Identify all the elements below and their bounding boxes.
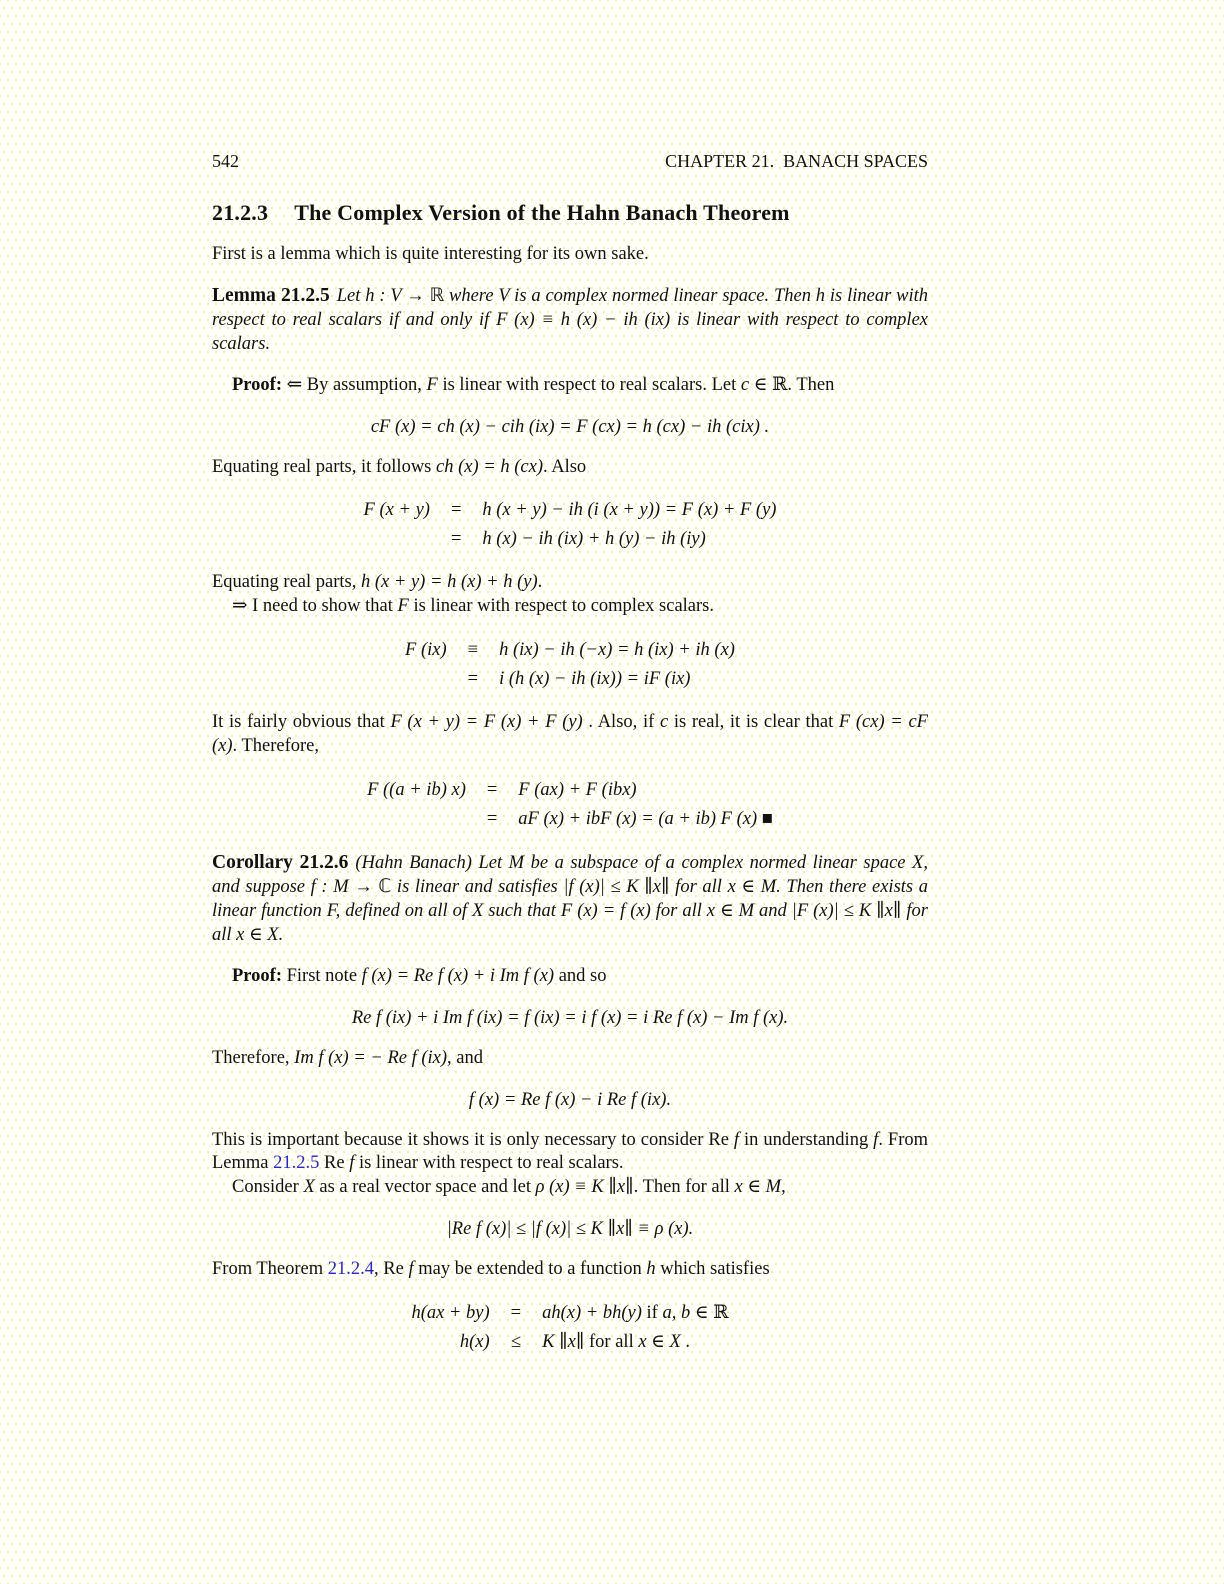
math-run: ρ (x) ≡ K ∥x∥ <box>535 1177 634 1198</box>
text-run: = <box>486 809 498 830</box>
text-run: may be extended to a function <box>413 1259 647 1280</box>
display-equation <box>212 1217 928 1241</box>
text-run: ⇐ By assumption, <box>286 374 427 395</box>
equation-rhs <box>482 496 776 525</box>
text-run: ≡ <box>467 640 479 661</box>
aligned-equations <box>411 1299 728 1357</box>
math-run: f <box>408 1259 414 1280</box>
display-equation <box>212 1088 928 1112</box>
text-run: is real, it is clear that <box>668 712 839 733</box>
math-run: ch (x) = h (cx) <box>436 456 543 477</box>
equation-rhs <box>499 636 735 665</box>
page-content <box>212 200 928 1374</box>
paragraph <box>212 965 928 989</box>
paragraph <box>212 1047 928 1071</box>
math-run: F (ax) + F (ibx) <box>518 780 637 801</box>
chapter-header: CHAPTER 21. BANACH SPACES <box>665 151 928 171</box>
text-run: ∈ ℝ. Then <box>749 374 835 395</box>
aligned-equations <box>364 496 777 554</box>
equation-rel <box>447 636 499 665</box>
text-run: = <box>486 780 498 801</box>
text-run: First note <box>286 965 362 986</box>
math-run: c <box>740 374 750 395</box>
equation-lhs <box>405 636 447 665</box>
text-run: . Then for all <box>633 1177 735 1198</box>
math-run: f <box>873 1129 879 1150</box>
math-run: c <box>659 712 669 733</box>
equation-rel <box>466 805 518 834</box>
equation-rhs <box>542 1299 728 1328</box>
text-run: ≤ <box>510 1332 521 1353</box>
text-run: = <box>450 500 462 521</box>
math-run: h (ix) − ih (−x) = h (ix) + ih (x) <box>499 640 735 661</box>
equation-lhs <box>367 805 466 834</box>
equation-lhs <box>367 776 466 805</box>
page-number: 542 <box>212 151 239 171</box>
text-run: Proof: <box>232 965 287 986</box>
text-run: = <box>467 669 479 690</box>
text-run: if <box>641 1303 663 1324</box>
equation-lhs <box>411 1328 489 1357</box>
text-run: . <box>680 1332 691 1353</box>
equation-rel <box>490 1328 542 1357</box>
equation-row <box>411 1328 728 1357</box>
math-run: F (x + y) <box>363 500 430 521</box>
math-run: (Hahn Banach) Let M be a subspace of a complex normed linear space X, and suppose f : M → ℂ is linear and satisfies |f (x)| ≤ K ∥x∥ for all x ∈ M. Then there exists a linear function F, defined on all of X such that F (x) = f (x) for all x ∈ M and |F (x)| ≤ K ∥x∥ for all x ∈ X. <box>212 853 928 945</box>
text-run: . Also, if <box>582 712 660 733</box>
math-run: aF (x) + ibF (x) = (a + ib) F (x) <box>518 809 758 830</box>
running-header <box>212 150 928 172</box>
math-run: F (ix) <box>405 640 447 661</box>
math-run: |Re f (x)| ≤ |f (x)| ≤ K ∥x∥ ≡ ρ (x). <box>446 1219 694 1240</box>
math-run: F <box>426 374 438 395</box>
equation-row <box>405 665 735 694</box>
math-run: f (x) = Re f (x) + i Im f (x) <box>361 965 555 986</box>
text-run: for all <box>584 1332 639 1353</box>
aligned-equations <box>405 636 735 694</box>
math-run: f (x) = Re f (x) − i Re f (ix). <box>468 1089 672 1110</box>
equation-lhs <box>411 1299 489 1328</box>
ref-link[interactable]: 21.2.5 <box>273 1153 320 1174</box>
text-run: From Theorem <box>212 1259 328 1280</box>
text-run: and so <box>554 965 607 986</box>
math-run: f <box>733 1129 740 1150</box>
text-run: = <box>510 1303 522 1324</box>
text-run: Proof: <box>232 374 287 395</box>
math-run: h (x + y) = h (x) + h (y) <box>360 572 538 593</box>
text-run: , Re <box>374 1259 409 1280</box>
theorem-paragraph <box>212 851 928 948</box>
math-run: h (x + y) − ih (i (x + y)) = F (x) + F (y) <box>482 500 777 521</box>
equation-lhs <box>405 665 447 694</box>
section-title: The Complex Version of the Hahn Banach Theorem <box>294 200 790 225</box>
paragraph <box>212 1176 928 1200</box>
ref-link[interactable]: 21.2.4 <box>327 1259 375 1280</box>
text-run: First is a lemma which is quite interesting for its own sake. <box>212 244 649 264</box>
equation-rel <box>490 1299 542 1328</box>
text-run: is linear with respect to real scalars. Let <box>437 374 741 395</box>
math-run: cF (x) = ch (x) − cih (ix) = F (cx) = h (cx) − ih (cix) . <box>370 416 770 437</box>
text-run: is linear with respect to real scalars. <box>354 1153 624 1174</box>
paragraph <box>212 374 928 398</box>
text-run: Corollary 21.2.6 <box>212 852 349 874</box>
equation-rel <box>447 665 499 694</box>
equation-row <box>405 636 735 665</box>
display-equation <box>212 1006 928 1030</box>
paragraph <box>212 1129 928 1177</box>
text-run: as a real vector space and let <box>314 1177 536 1198</box>
paragraph <box>212 571 928 595</box>
math-run: F <box>397 596 409 617</box>
text-run: . From Lemma <box>212 1129 928 1174</box>
equation-rhs <box>518 805 773 834</box>
equation-rel <box>430 496 482 525</box>
equation-rhs <box>542 1328 728 1357</box>
math-run: F (cx) = cF (x) <box>212 712 928 757</box>
text-run: ■ <box>757 809 773 830</box>
math-run: K ∥x∥ <box>542 1332 585 1353</box>
equation-row <box>411 1299 728 1328</box>
text-run: which satisfies <box>655 1259 770 1280</box>
text-run: . Therefore, <box>232 736 320 757</box>
equation-row <box>364 525 777 554</box>
equation-row <box>364 496 777 525</box>
aligned-equations <box>367 776 773 834</box>
text-run: Therefore, <box>212 1047 295 1068</box>
math-run: f <box>349 1153 355 1174</box>
paragraph <box>212 1258 928 1282</box>
text-run: is linear with respect to complex scalars. <box>408 596 714 617</box>
equation-rel <box>430 525 482 554</box>
math-run: F (x + y) = F (x) + F (y) <box>390 712 583 733</box>
paragraph <box>212 711 928 759</box>
text-run: Lemma 21.2.5 <box>212 284 330 306</box>
section-number: 21.2.3 <box>212 200 269 225</box>
math-run: x ∈ X <box>638 1332 681 1353</box>
math-run: h (x) − ih (ix) + h (y) − ih (iy) <box>482 529 706 550</box>
text-run: . Also <box>543 456 587 477</box>
text-run: Equating real parts, it follows <box>212 456 437 477</box>
math-run: Im f (x) = − Re f (ix) <box>294 1047 448 1068</box>
paragraph <box>212 456 928 480</box>
equation-row <box>367 776 773 805</box>
paragraph <box>212 243 928 267</box>
section-heading <box>212 200 928 226</box>
math-run: i (h (x) − ih (ix)) = iF (ix) <box>499 669 691 690</box>
theorem-paragraph <box>212 284 928 357</box>
text-run: Consider <box>232 1177 304 1198</box>
math-run: F ((a + ib) x) <box>367 780 466 801</box>
text-run: , <box>781 1177 786 1198</box>
display-equation <box>212 415 928 439</box>
equation-rhs <box>518 776 773 805</box>
text-run: ∈ ℝ <box>690 1303 729 1324</box>
math-run: a, b <box>662 1303 691 1324</box>
text-run: , and <box>447 1047 484 1068</box>
math-run: h(ax + by) <box>411 1303 490 1324</box>
text-run: Re <box>319 1153 350 1174</box>
math-run: X <box>303 1177 315 1198</box>
math-run: h(x) <box>459 1332 490 1353</box>
equation-row <box>367 805 773 834</box>
paragraph <box>212 595 928 619</box>
equation-lhs <box>364 496 430 525</box>
text-run: Equating real parts, <box>212 572 361 593</box>
text-run: It is fairly obvious that <box>212 712 391 733</box>
math-run: Re f (ix) + i Im f (ix) = f (ix) = i f (x) = i Re f (x) − Im f (x). <box>351 1007 789 1028</box>
text-run: = <box>450 529 462 550</box>
text-run: ⇒ I need to show that <box>232 596 398 617</box>
equation-rel <box>466 776 518 805</box>
equation-rhs <box>482 525 776 554</box>
equation-lhs <box>364 525 430 554</box>
text-run: . <box>537 572 543 593</box>
math-run: x ∈ M <box>734 1177 782 1198</box>
text-run: This is important because it shows it is only necessary to consider Re <box>212 1129 734 1150</box>
text-run: in understanding <box>739 1129 874 1150</box>
math-run: Let h : V → ℝ where V is a complex normed linear space. Then h is linear with respect to real scalars if and only if F (x) ≡ h (x) − ih (ix) is linear with respect to complex scalars. <box>212 285 928 354</box>
equation-rhs <box>499 665 735 694</box>
math-run: h <box>646 1259 656 1280</box>
math-run: ah(x) + bh(y) <box>542 1303 642 1324</box>
